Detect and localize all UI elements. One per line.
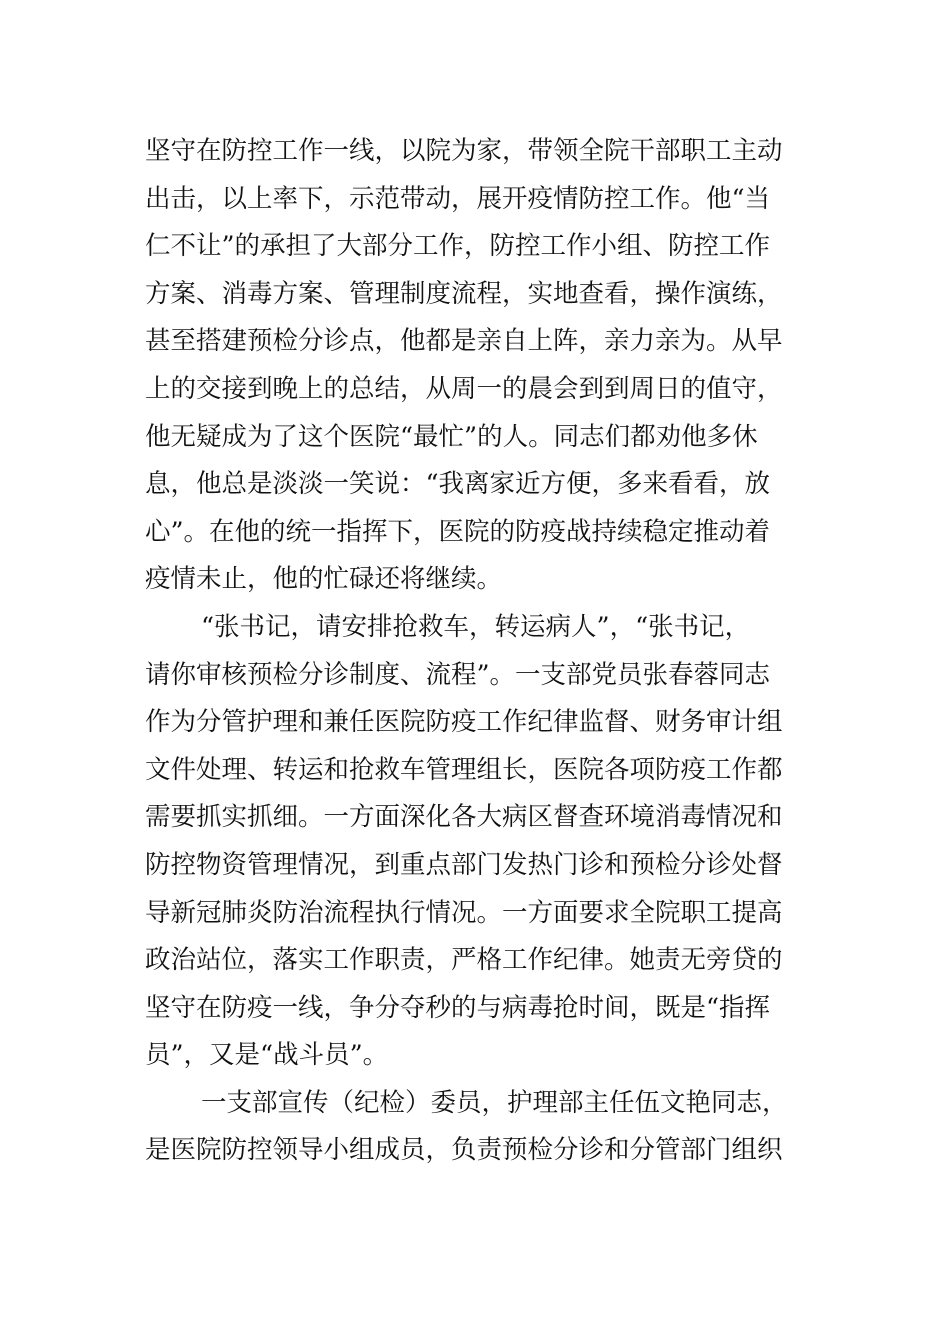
body-text [145,128,815,1175]
text-line: 疫情未止，他的忙碌还将继续。 [145,564,503,595]
paragraph-start-line: 一支部宣传（纪检）委员，护理部主任伍文艳同志， [201,1087,788,1118]
text-line: 文件处理、转运和抢救车管理组长，医院各项防疫工作都 [145,754,783,785]
text-line: 政治站位，落实工作职责，严格工作纪律。她责无旁贷的 [145,945,783,976]
text-line: 息，他总是淡淡一笑说：“我离家近方便，多来看看，放 [145,469,771,500]
text-line: 坚守在防疫一线，争分夺秒的与病毒抢时间，既是“指挥 [145,992,771,1023]
text-line: 作为分管护理和兼任医院防疫工作纪律监督、财务审计组 [145,707,783,738]
text-line: 请你审核预检分诊制度、流程”。一支部党员张春蓉同志 [145,659,771,690]
text-line: 甚至搭建预检分诊点，他都是亲自上阵，亲力亲为。从早 [145,326,783,357]
text-line: 仁不让”的承担了大部分工作，防控工作小组、防控工作 [145,231,771,262]
text-line: 防控物资管理情况，到重点部门发热门诊和预检分诊处督 [145,849,783,880]
text-line: 坚守在防控工作一线，以院为家，带领全院干部职工主动 [145,136,783,166]
text-line: 员”，又是“战斗员”。 [145,1040,389,1071]
text-line: 导新冠肺炎防治流程执行情况。一方面要求全院职工提高 [145,897,783,928]
text-line: 心”。在他的统一指挥下，医院的防疫战持续稳定推动着 [145,516,771,547]
text-line: 出击，以上率下，示范带动，展开疫情防控工作。他“当 [145,183,771,214]
text-line: 需要抓实抓细。一方面深化各大病区督查环境消毒情况和 [145,802,783,833]
text-line: 上的交接到晚上的总结，从周一的晨会到到周日的值守， [145,373,783,404]
text-line: 方案、消毒方案、管理制度流程，实地查看，操作演练， [145,278,783,309]
paragraph-start-line: “张书记，请安排抢救车，转运病人”，“张书记， [201,611,751,642]
text-line: 他无疑成为了这个医院“最忙”的人。同志们都劝他多休 [145,421,758,452]
text-line: 是医院防控领导小组成员，负责预检分诊和分管部门组织 [145,1135,783,1166]
